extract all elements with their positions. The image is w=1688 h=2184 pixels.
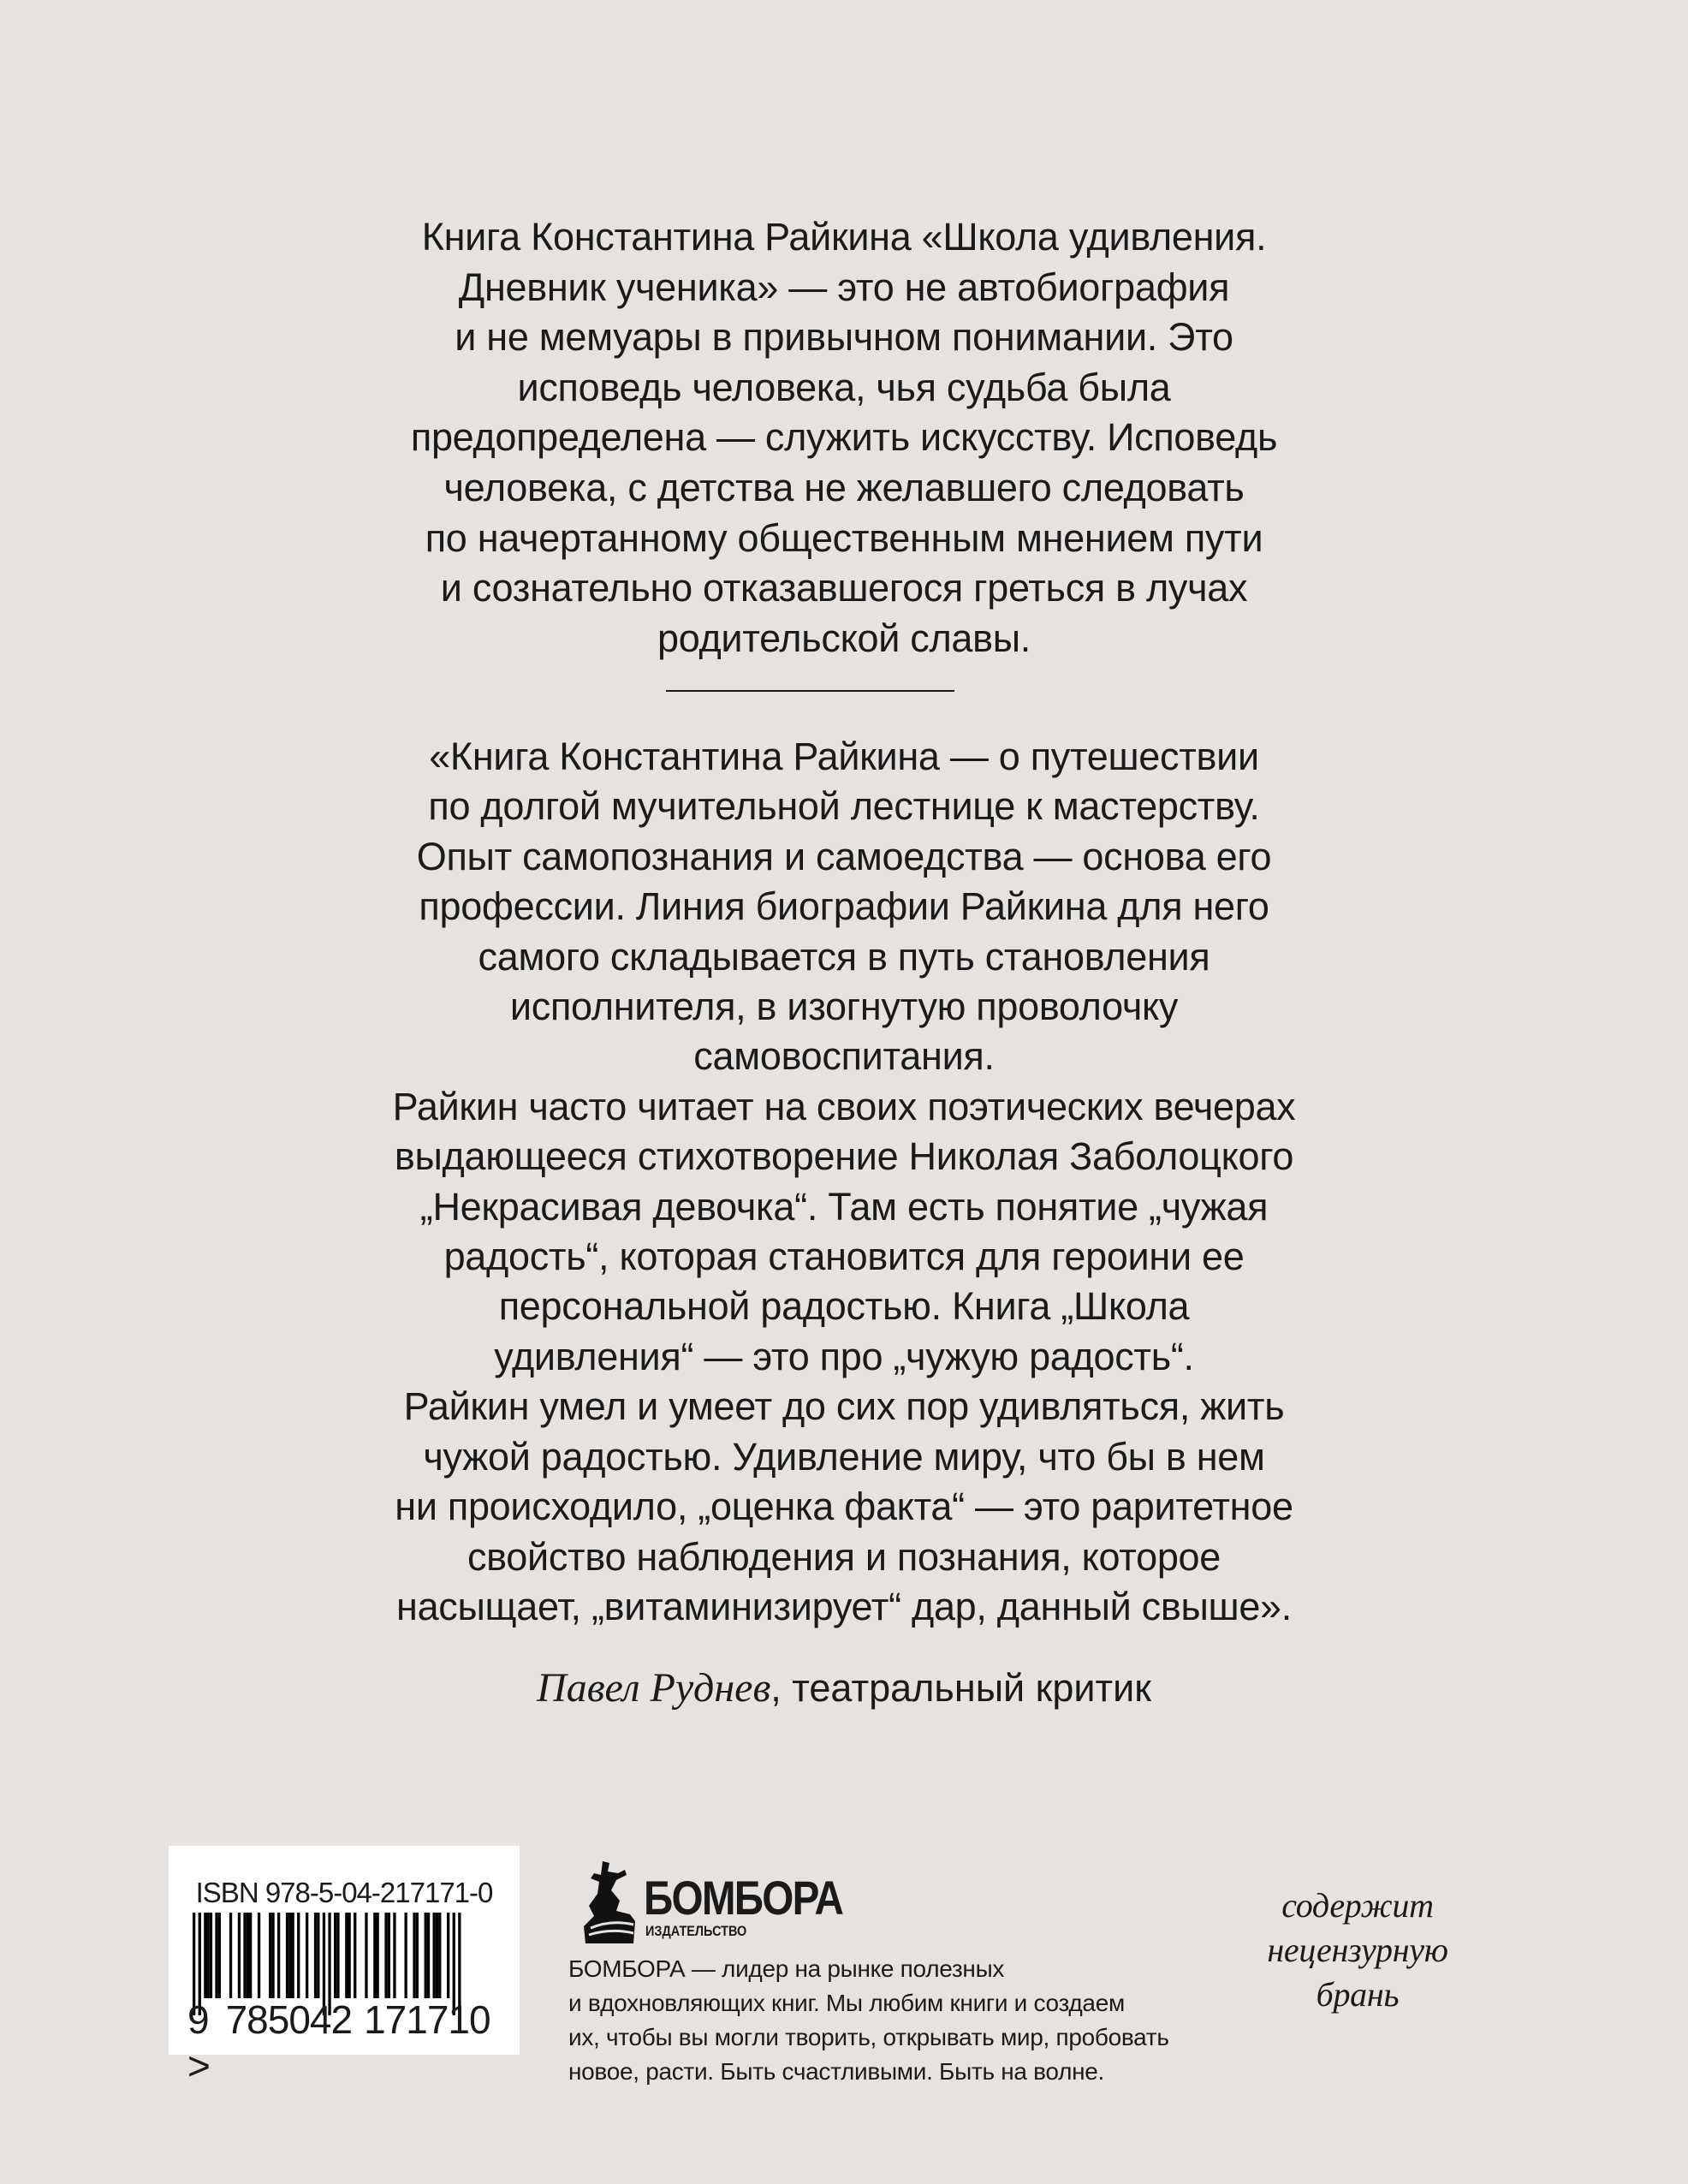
text-line: и сознательно отказавшегося греться в лучах <box>440 566 1248 610</box>
divider <box>666 690 954 692</box>
publisher-logo <box>582 1860 843 1945</box>
barcode-bar <box>336 1913 339 1998</box>
barcode-bar <box>229 1913 232 1998</box>
barcode-bar <box>388 1913 390 1998</box>
text-line: по начертанному общественным мнением пути <box>425 515 1263 560</box>
critic-name: Павел Руднев <box>537 1665 771 1711</box>
barcode-bar <box>405 1913 407 1998</box>
logo-subtitle: ИЗДАТЕЛЬСТВО <box>645 1923 747 1939</box>
barcode-bar <box>207 1913 210 1998</box>
text-line: исполнителя, в изогнутую проволочку <box>509 985 1179 1029</box>
barcode-bar <box>271 1913 274 1998</box>
text-line: Дневник ученика» — это не автобиография <box>458 265 1230 309</box>
text-line: человека, с детства не желавшего следовать <box>443 465 1245 509</box>
barcode-bar <box>277 1913 280 1998</box>
text-line: родительской славы. <box>657 616 1031 660</box>
text-line: удивления“ — это про „чужую радость“. <box>494 1334 1194 1378</box>
barcode-bar <box>249 1913 252 1998</box>
text-line: их, чтобы вы могли творить, открывать мир, пробовать <box>568 2024 1169 2050</box>
isbn-barcode <box>169 1846 520 2088</box>
barcode-digits <box>187 1997 520 2089</box>
barcode-bar <box>427 1913 430 1998</box>
barcode-bar <box>317 1913 319 1998</box>
barcode-bar <box>354 1913 356 1998</box>
text-line: чужой радостью. Удивление миру, что бы в нем <box>423 1434 1265 1479</box>
content-warning <box>1229 1883 1486 2017</box>
barcode-bar <box>436 1913 438 1998</box>
barcode-bar <box>292 1913 294 1998</box>
text-line: Опыт самопознания и самоедства — основа его <box>416 834 1272 878</box>
barcode-bar <box>314 1913 317 1998</box>
text-line: ни происходило, „оценка факта“ — это раритетное <box>395 1485 1293 1529</box>
warning-line: брань <box>1316 1975 1400 2014</box>
barcode-bar <box>247 1913 249 1998</box>
barcode-arrow: > <box>187 2044 210 2088</box>
barcode-bar <box>286 1913 288 1998</box>
barcode-bar <box>365 1913 367 1998</box>
barcode-bar <box>297 1913 300 1998</box>
text-line: насыщает, „витаминизирует“ дар, данный свыше». <box>396 1584 1292 1628</box>
text-line: „Некрасивая девочка“. Там есть понятие „чужая <box>419 1184 1269 1229</box>
annotation-text <box>0 212 1688 664</box>
barcode-bar <box>243 1913 246 1998</box>
barcode-bar <box>306 1913 308 1998</box>
text-line: исповедь человека, чья судьба была <box>517 365 1171 409</box>
barcode-group-1: 785042 <box>225 1997 353 2042</box>
barcode-bar <box>348 1913 351 1998</box>
barcode-bar <box>210 1913 212 1998</box>
text-line: выдающееся стихотворение Николая Заболоцкого <box>394 1134 1294 1179</box>
barcode-bar <box>447 1913 449 1998</box>
publisher-description <box>568 1952 1169 2089</box>
critic-role: , театральный критик <box>770 1666 1151 1710</box>
warning-line: содержит <box>1281 1886 1434 1925</box>
barcode-group-2: 171710 <box>364 1997 490 2042</box>
barcode-bar <box>433 1913 436 1998</box>
text-line: и не мемуары в привычном понимании. Это <box>455 315 1233 360</box>
text-line: Книга Константина Райкина «Школа удивления. <box>421 215 1267 259</box>
review-quote <box>0 732 1688 1632</box>
barcode-bar <box>238 1913 241 1998</box>
text-line: и вдохновляющих книг. Мы любим книги и создаем <box>568 1990 1125 2016</box>
text-line: самого складывается в путь становления <box>478 934 1210 979</box>
barcode-bar <box>416 1913 419 1998</box>
barcode-bar <box>334 1913 336 1998</box>
text-line: самовоспитания. <box>693 1034 995 1079</box>
text-line: свойство наблюдения и познания, которое <box>467 1534 1221 1579</box>
logo-wordmark: БОМБОРА <box>644 1871 843 1925</box>
barcode-bar <box>384 1913 387 1998</box>
barcode-bar <box>215 1913 217 1998</box>
text-line: профессии. Линия биографии Райкина для него <box>419 884 1269 929</box>
warning-line: нецензурную <box>1267 1931 1448 1969</box>
barcode-bar <box>345 1913 348 1998</box>
barcode-bar <box>218 1913 221 1998</box>
text-line: по долгой мучительной лестнице к мастерству. <box>428 784 1260 829</box>
barcode-bar <box>258 1913 260 1998</box>
isbn-text: ISBN 978-5-04-217171-0 <box>195 1877 493 1908</box>
barcode-bar <box>413 1913 415 1998</box>
barcode-bar <box>373 1913 376 1998</box>
text-line: Райкин часто читает на своих поэтических вечерах <box>392 1084 1296 1128</box>
text-line: новое, расти. Быть счастливыми. Быть на волне. <box>568 2058 1105 2085</box>
barcode-bar <box>204 1913 206 1998</box>
text-line: персональной радостью. Книга „Школа <box>498 1284 1190 1329</box>
barcode-bar <box>269 1913 271 1998</box>
text-line: БОМБОРА — лидер на рынке полезных <box>568 1955 1005 1982</box>
barcode-bar <box>425 1913 427 1998</box>
barcode-bar <box>438 1913 441 1998</box>
text-line: радость“, которая становится для героини ее <box>443 1235 1245 1279</box>
logo-figure-icon <box>582 1860 642 1945</box>
barcode-bar <box>288 1913 291 1998</box>
barcode-first-digit: 9 <box>187 1997 209 2042</box>
barcode-bar <box>377 1913 379 1998</box>
text-line: «Книга Константина Райкина — о путешествии <box>429 735 1259 778</box>
barcode-bar <box>393 1913 395 1998</box>
text-line: предопределена — служить искусству. Исповедь <box>410 415 1278 460</box>
text-line: Райкин умел и умеет до сих пор удивляться, жить <box>403 1384 1285 1429</box>
quote-attribution <box>0 1663 1688 1714</box>
